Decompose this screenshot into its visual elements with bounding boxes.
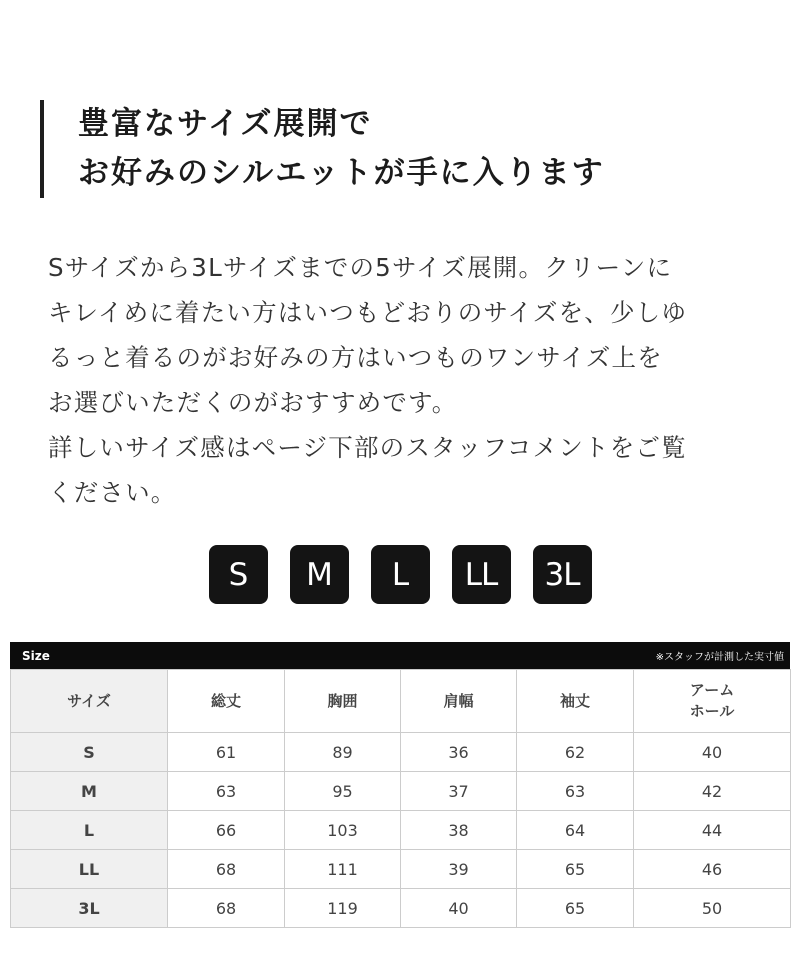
table-cell: 63 [168,772,285,811]
column-header: 胸囲 [285,670,401,733]
table-cell: 44 [634,811,791,850]
size-badges [0,545,800,604]
size-table-note: ※スタッフが計測した実寸値 [655,652,784,663]
table-cell: 103 [285,811,401,850]
description-line: 詳しいサイズ感はページ下部のスタッフコメントをご覧 [48,433,687,462]
table-cell: 68 [168,889,285,928]
table-cell: 42 [634,772,791,811]
table-cell: 95 [285,772,401,811]
size-table-title-bar [10,642,790,669]
table-row [11,733,791,772]
table-cell: 62 [517,733,634,772]
column-header: 肩幅 [401,670,517,733]
description-line: るっと着るのがお好みの方はいつものワンサイズ上を [48,343,663,372]
table-row [11,811,791,850]
size-table [10,669,791,928]
column-header [634,670,791,733]
description-line: キレイめに着たい方はいつもどおりのサイズを、少しゆ [48,298,688,327]
column-header: 袖丈 [517,670,634,733]
column-header-line: アーム [689,681,735,699]
heading-block [40,100,605,198]
heading-line-1: 豊富なサイズ展開で [78,106,373,142]
table-cell: 65 [517,889,634,928]
size-badge-s: S [209,545,268,604]
size-badge-m: M [290,545,349,604]
table-cell: 64 [517,811,634,850]
table-cell: 119 [285,889,401,928]
table-cell: 66 [168,811,285,850]
table-row [11,889,791,928]
table-cell: 111 [285,850,401,889]
table-cell: 36 [401,733,517,772]
table-row [11,850,791,889]
table-cell: 39 [401,850,517,889]
table-cell: 3L [11,889,168,928]
table-cell: M [11,772,168,811]
table-cell: 37 [401,772,517,811]
size-table-title: Size [22,648,50,663]
table-cell: 89 [285,733,401,772]
column-header-line: ホール [689,702,735,720]
description-line: ください。 [48,478,177,507]
table-header-row [11,670,791,733]
table-cell: L [11,811,168,850]
column-header: サイズ [11,670,168,733]
description [48,245,760,515]
table-cell: S [11,733,168,772]
table-cell: 40 [634,733,791,772]
description-line: Sサイズから3Lサイズまでの5サイズ展開。クリーンに [48,253,673,282]
table-cell: 61 [168,733,285,772]
table-cell: 38 [401,811,517,850]
description-line: お選びいただくのがおすすめです。 [48,388,458,417]
size-badge-l: L [371,545,430,604]
table-cell: LL [11,850,168,889]
table-cell: 63 [517,772,634,811]
size-badge-3l: 3L [533,545,592,604]
table-cell: 50 [634,889,791,928]
table-cell: 68 [168,850,285,889]
table-cell: 65 [517,850,634,889]
size-badge-ll: LL [452,545,511,604]
table-cell: 46 [634,850,791,889]
heading-line-2: お好みのシルエットが手に入ります [78,155,605,191]
column-header: 総丈 [168,670,285,733]
table-row [11,772,791,811]
table-cell: 40 [401,889,517,928]
